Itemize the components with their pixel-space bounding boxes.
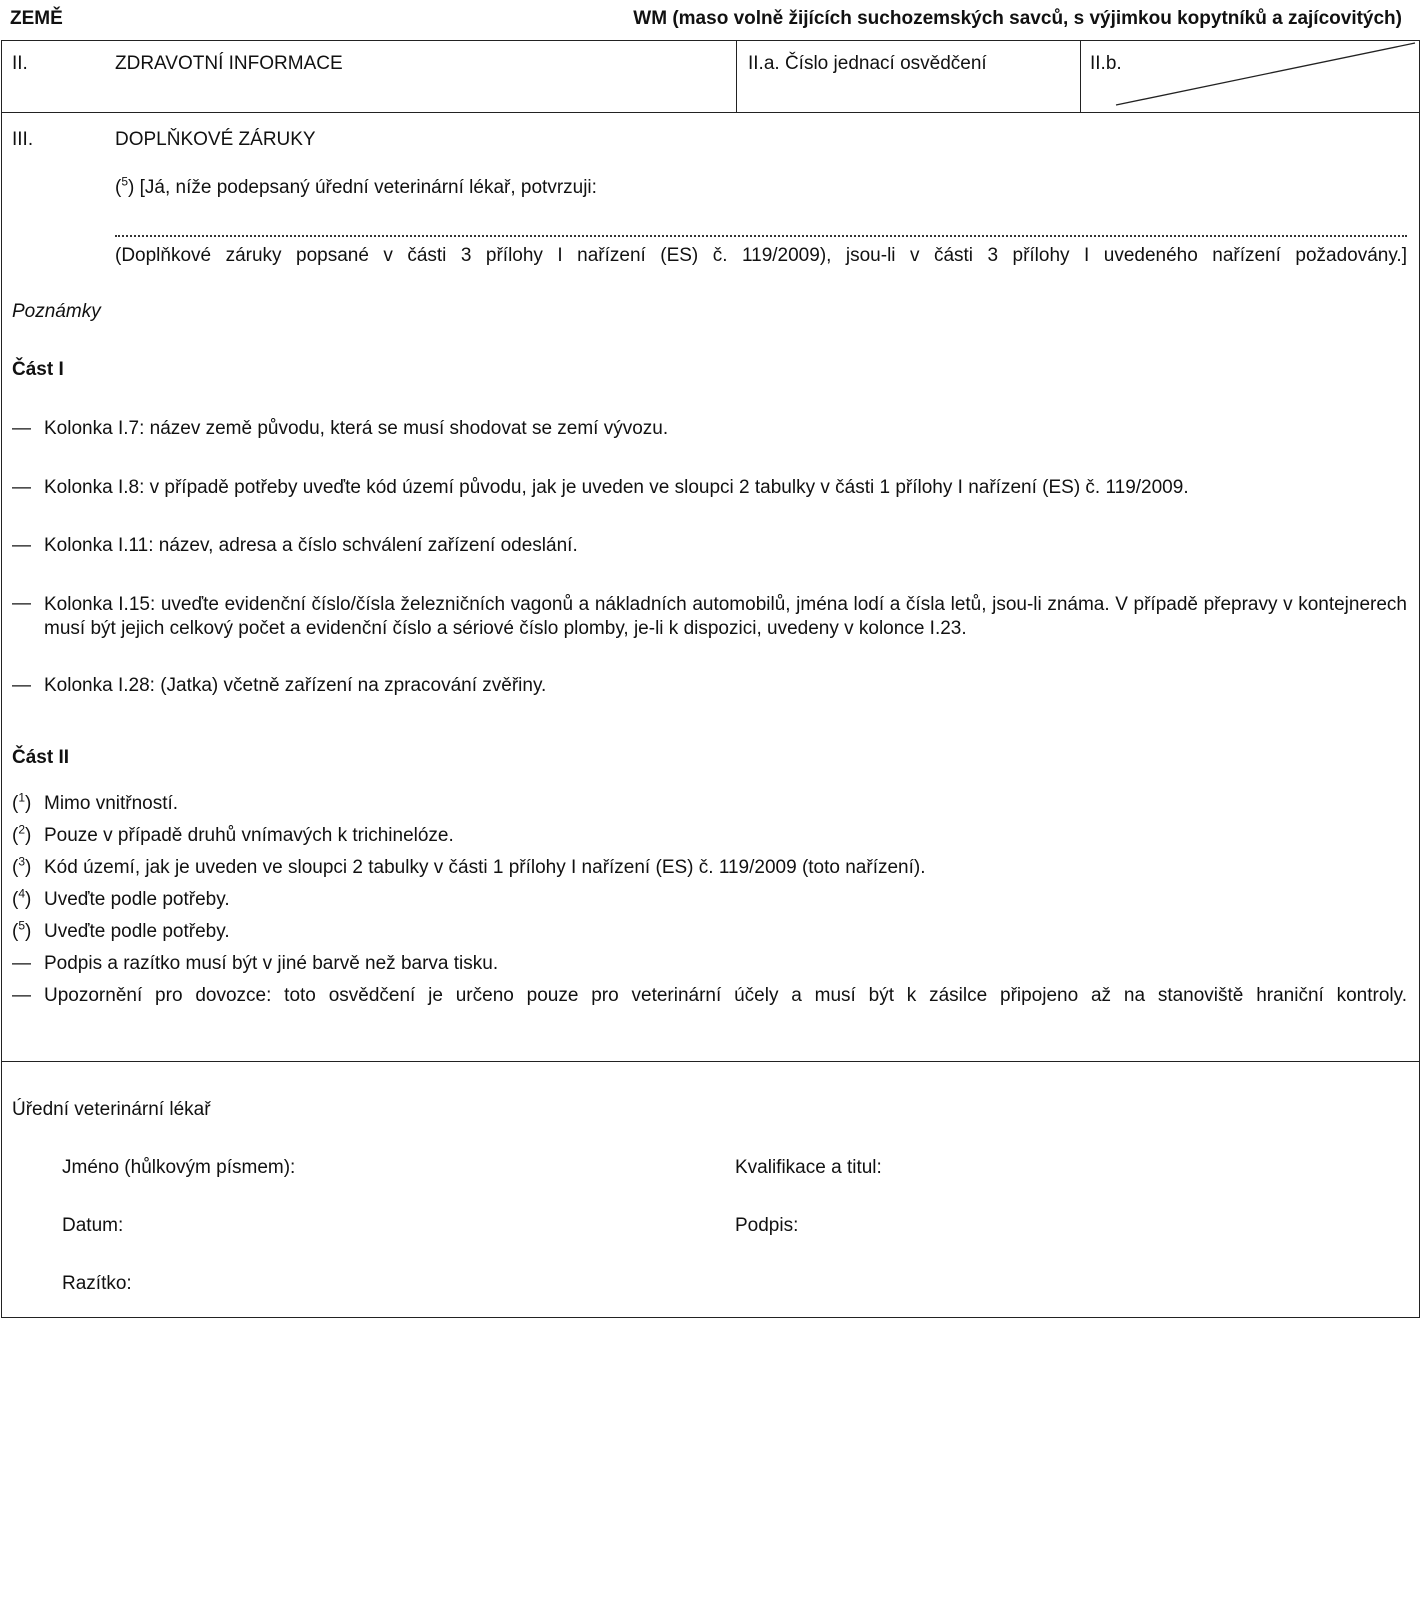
footnote-number: ($^3$) xyxy=(12,854,32,878)
footnote-number: ($^5$) xyxy=(12,918,32,942)
diagonal-strike-line xyxy=(1082,41,1421,113)
footnote-mark: 5 xyxy=(121,174,129,189)
section-number-ii: II. xyxy=(12,53,28,74)
part-i-note: Kolonka I.15: uveďte evidenční číslo/čísla železničních vagonů a nákladních automobilů, jména lodí a čísla letů, jsou-li známa. V případě přepravy v kontejnerech musí být jejich celkový počet a evidenční číslo a sériové číslo plomby, je-li k dispozici, uvedeny v kolonce I.23. xyxy=(44,594,1407,639)
country-label: ZEMĚ xyxy=(10,8,63,29)
dotted-fill-line xyxy=(115,235,1407,237)
part-i-note: Kolonka I.7: název země původu, která se musí shodovat se zemí vývozu. xyxy=(44,418,669,439)
certificate-title: WM (maso volně žijících suchozemských savců, s výjimkou kopytníků a zajícovitých) xyxy=(633,8,1402,29)
part-ii-note: Upozornění pro dovozce: toto osvědčení je určeno pouze pro veterinární účely a musí být k zásilce připojeno až na stanoviště hraniční kontroly. xyxy=(44,985,1407,1006)
part-ii-footnote: Kód území, jak je uveden ve sloupci 2 tabulky v části 1 přílohy I nařízení (ES) č. 119/2009 (toto nařízení). xyxy=(44,857,926,878)
certificate-frame xyxy=(1,40,1420,1318)
additional-guarantees-text: (Doplňkové záruky popsané v části 3 přílohy I nařízení (ES) č. 119/2009), jsou-li v části 3 přílohy I uvedeného nařízení požadovány.] xyxy=(115,245,1407,266)
part-i-heading: Část I xyxy=(12,359,64,380)
health-info-row xyxy=(2,41,1419,113)
qualification-field-label: Kvalifikace a titul: xyxy=(735,1157,882,1178)
footnote-number: ($^4$) xyxy=(12,886,32,910)
dash-bullet: — xyxy=(12,593,31,614)
part-i-note: Kolonka I.8: v případě potřeby uveďte kód území původu, jak je uveden ve sloupci 2 tabulky v části 1 přílohy I nařízení (ES) č. 119/2009. xyxy=(44,477,1189,498)
part-ii-note: Podpis a razítko musí být v jiné barvě než barva tisku. xyxy=(44,953,499,974)
part-ii-footnote: Uveďte podle potřeby. xyxy=(44,889,230,910)
column-divider xyxy=(736,41,737,113)
dash-bullet: — xyxy=(12,985,31,1006)
part-ii-footnote: Uveďte podle potřeby. xyxy=(44,921,230,942)
part-ii-footnote: Mimo vnitřností. xyxy=(44,793,179,814)
signature-field-label: Podpis: xyxy=(735,1215,799,1236)
stamp-field-label: Razítko: xyxy=(62,1273,132,1294)
certification-statement: ($^5$) [Já, níže podepsaný úřední veterinární lékař, potvrzuji: xyxy=(115,174,597,198)
section-divider xyxy=(2,1061,1419,1062)
footnote-number: ($^2$) xyxy=(12,822,32,846)
part-i-note: Kolonka I.28: (Jatka) včetně zařízení na zpracování zvěřiny. xyxy=(44,675,547,696)
dash-bullet: — xyxy=(12,953,31,974)
section-label-health-info: ZDRAVOTNÍ INFORMACE xyxy=(115,53,343,74)
column-divider xyxy=(1080,41,1081,113)
dash-bullet: — xyxy=(12,675,31,696)
part-ii-footnote: Pouze v případě druhů vnímavých k trichinelóze. xyxy=(44,825,454,846)
part-i-note: Kolonka I.11: název, adresa a číslo schválení zařízení odeslání. xyxy=(44,535,578,556)
section-title-additional-guarantees: DOPLŇKOVÉ ZÁRUKY xyxy=(115,129,316,150)
dash-bullet: — xyxy=(12,535,31,556)
notes-heading: Poznámky xyxy=(12,301,101,322)
dash-bullet: — xyxy=(12,477,31,498)
official-veterinarian-label: Úřední veterinární lékař xyxy=(12,1099,211,1120)
field-iib-label: II.b. xyxy=(1090,53,1122,74)
date-field-label: Datum: xyxy=(62,1215,124,1236)
section-number-iii: III. xyxy=(12,129,34,150)
name-field-label: Jméno (hůlkovým písmem): xyxy=(62,1157,296,1178)
dash-bullet: — xyxy=(12,418,31,439)
part-ii-heading: Část II xyxy=(12,747,70,768)
certificate-reference-label: II.a. Číslo jednací osvědčení xyxy=(748,53,987,74)
footnote-number: ($^1$) xyxy=(12,790,32,814)
